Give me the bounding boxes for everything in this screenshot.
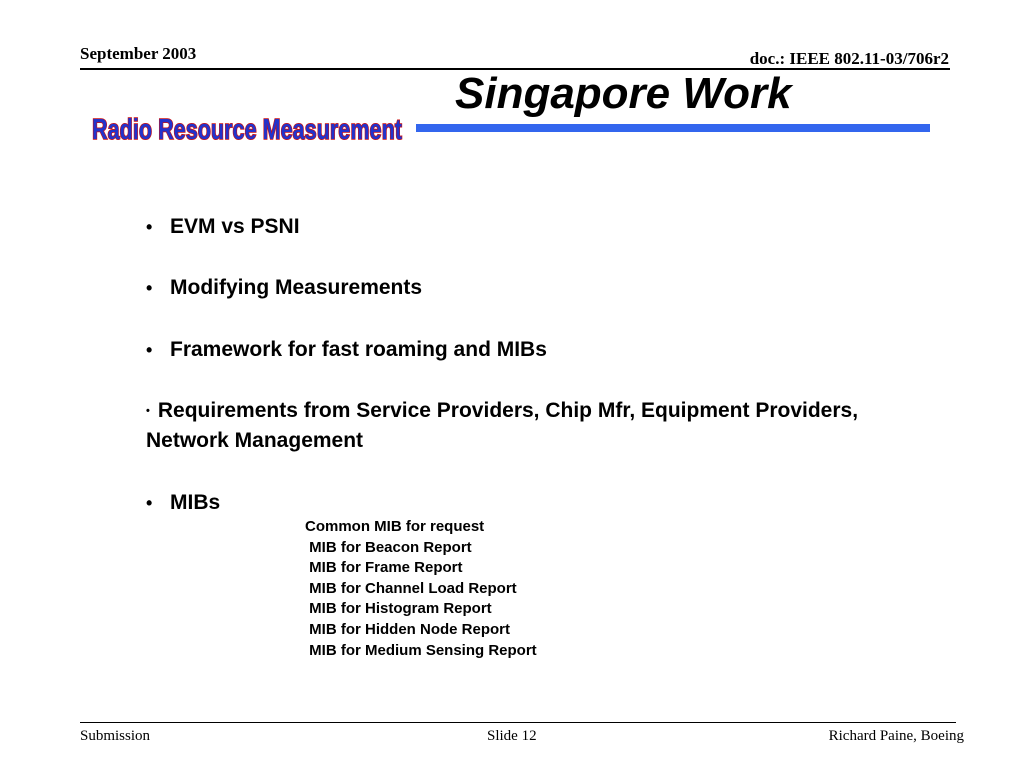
mib-item: MIB for Histogram Report: [305, 600, 492, 618]
logo-text: Radio Resource Measurement: [92, 114, 403, 146]
bullet-text: Requirements from Service Providers, Chip Mfr, Equipment Providers, Network Management: [146, 399, 859, 453]
mib-item: MIB for Frame Report: [305, 559, 463, 577]
bullet-item: • Requirements from Service Providers, Chip Mfr, Equipment Providers, Network Management: [146, 399, 859, 453]
footer-submission: Submission: [80, 728, 151, 744]
bullet-text: MIBs: [170, 491, 221, 514]
mib-item: MIB for Hidden Node Report: [305, 620, 510, 638]
footer-divider: [80, 722, 956, 723]
header-date: September 2003: [80, 44, 197, 63]
bullet-text: EVM vs PSNI: [170, 215, 300, 238]
bullet-item: • EVM vs PSNI: [146, 215, 300, 238]
title-accent-bar: [416, 124, 930, 132]
mib-sublist: [305, 517, 537, 661]
slide-title: Singapore Work: [455, 69, 792, 118]
mib-item: MIB for Medium Sensing Report: [305, 641, 537, 659]
bullet-text: Modifying Measurements: [170, 276, 423, 299]
radio-resource-measurement-logo: [82, 104, 412, 150]
header-doc-id: doc.: IEEE 802.11-03/706r2: [749, 49, 949, 68]
footer-slide-number: Slide 12: [487, 728, 537, 744]
mib-item: MIB for Channel Load Report: [305, 579, 517, 597]
bullet-item: • Modifying Measurements: [146, 276, 423, 299]
bullet-text: Framework for fast roaming and MIBs: [170, 338, 547, 361]
bullet-item: • Framework for fast roaming and MIBs: [146, 338, 547, 361]
mib-item: Common MIB for request: [305, 518, 485, 535]
footer-author: Richard Paine, Boeing: [828, 728, 964, 744]
mib-item: MIB for Beacon Report: [305, 538, 472, 556]
bullet-item: • MIBs: [146, 491, 221, 514]
